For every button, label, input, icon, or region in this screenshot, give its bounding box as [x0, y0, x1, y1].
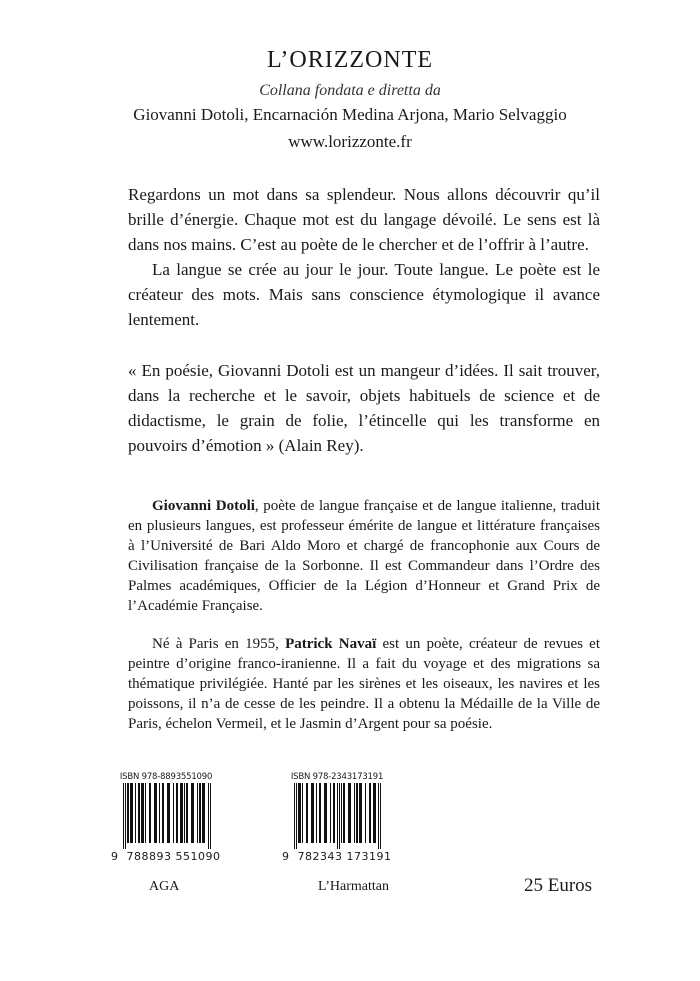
barcode-bar [339, 783, 340, 849]
barcode-bar [123, 783, 124, 849]
barcode-bar [306, 783, 308, 843]
barcode-bar [298, 783, 301, 843]
bio-text: est un poète, créateur de revues et peintre d’origine franco-iranienne. Il a fait du voyage et des migrations sa thématique privilégiée. Hanté par les sirènes et les oiseaux, les navires et les poissons, il n’a de cesse de les peindre. Il a obtenu la Médaille de la Ville de Paris, échelon Vermeil, et le Jasmin d’Argent pour sa poésie. [128, 636, 600, 732]
barcode-bar [341, 783, 342, 843]
barcode-bar [365, 783, 366, 843]
barcode-bar [127, 783, 129, 843]
barcode-row [0, 772, 700, 907]
barcode-bar [330, 783, 331, 843]
barcode-bar [135, 783, 136, 843]
author-bio [128, 496, 600, 616]
barcode-bar [191, 783, 194, 843]
barcode-bar [296, 783, 297, 849]
barcode-digits: 9 782343 173191 [282, 850, 392, 863]
series-title: L’ORIZZONTE [266, 47, 434, 73]
barcode-bar [337, 783, 338, 849]
back-cover-text [111, 182, 600, 907]
isbn-label: ISBN 978-8893551090 [119, 772, 213, 782]
barcode-bar [176, 783, 178, 843]
series-subtitle: Collana fondata e diretta da [259, 82, 441, 99]
barcode-bar [159, 783, 160, 843]
barcode-bar [210, 783, 211, 849]
barcode-bar [149, 783, 151, 843]
isbn-label: ISBN 978-2343173191 [290, 772, 384, 782]
blurb-paragraph-2: La langue se crée au jour le jour. Toute langue. Le poète est le créateur des mots. Mais sans conscience étymologique il avance lentement. [128, 260, 600, 329]
publisher-aga: AGA [149, 879, 180, 894]
barcode-bar [167, 783, 170, 843]
barcode-bar [324, 783, 327, 843]
quote-paragraph: « En poésie, Giovanni Dotoli est un mangeur d’idées. Il sait trouver, dans la recherche et le savoir, objets habituels de science et de didactisme, le grain de folie, l’étincelle qui les transforme en pouvoirs d’émotion » (Alain Rey). [128, 361, 600, 455]
barcode-bar [373, 783, 376, 843]
barcode-bar [380, 783, 381, 849]
barcode-bar [378, 783, 379, 849]
barcode-bar [208, 783, 209, 849]
series-directors: Giovanni Dotoli, Encarnación Medina Arjona, Mario Selvaggio [133, 105, 567, 124]
price: 25 Euros [524, 875, 593, 896]
barcode-bar [302, 783, 303, 843]
barcode-bar [343, 783, 345, 843]
barcode-digits: 9 788893 551090 [111, 850, 221, 863]
barcode-bar [369, 783, 371, 843]
blurb-paragraph-1: Regardons un mot dans sa splendeur. Nous allons découvrir qu’il brille d’énergie. Chaque mot est du langage dévoilé. Le sens est là dans nos mains. C’est au poète de le chercher et de l’offrir à l’autre. [128, 185, 600, 254]
barcode-bar [311, 783, 314, 843]
barcode-bar [294, 783, 295, 849]
barcode-bar [145, 783, 146, 843]
barcode-bar [173, 783, 174, 843]
barcode-bar [316, 783, 317, 843]
barcode-bars [282, 783, 392, 849]
barcode-bar [141, 783, 144, 843]
barcode-harmattan [282, 772, 392, 863]
barcode-bar [319, 783, 321, 843]
barcode-bar [359, 783, 362, 843]
barcode-bar [184, 783, 185, 843]
barcode-bar [186, 783, 188, 843]
author-name: Giovanni Dotoli [152, 498, 255, 514]
barcode-bar [348, 783, 351, 843]
barcode-bar [202, 783, 205, 843]
barcode-bar [162, 783, 164, 843]
bio-text: Né à Paris en 1955, [152, 636, 286, 652]
barcode-bar [356, 783, 358, 843]
barcode-bar [130, 783, 133, 843]
barcode-bar [180, 783, 183, 843]
barcode-bar [354, 783, 355, 843]
barcode-bar [333, 783, 335, 843]
barcode-bar [199, 783, 201, 843]
publisher-harmattan: L’Harmattan [318, 879, 390, 894]
barcode-bars [111, 783, 221, 849]
barcode-bar [138, 783, 140, 843]
barcode-aga [111, 772, 221, 863]
bio-text: , poète de langue française et de langue italienne, traduit en plusieurs langues, est professeur émérite de langue et littérature françaises à l’Université de Bari Aldo Moro et chargé de francophonie aux Cours de Civilisation française de la Sorbonne. Il est Commandeur dans l’Ordre des Palmes académiques, Officier de la Légion d’Honneur et Grand Prix de l’Académie Française. [128, 498, 600, 614]
illustrator-name: Patrick Navaï [285, 636, 377, 652]
barcode-bar [154, 783, 157, 843]
barcode-bar [125, 783, 126, 849]
website-link[interactable]: www.lorizzonte.fr [288, 132, 412, 151]
illustrator-bio [128, 634, 600, 734]
barcode-bar [197, 783, 198, 843]
